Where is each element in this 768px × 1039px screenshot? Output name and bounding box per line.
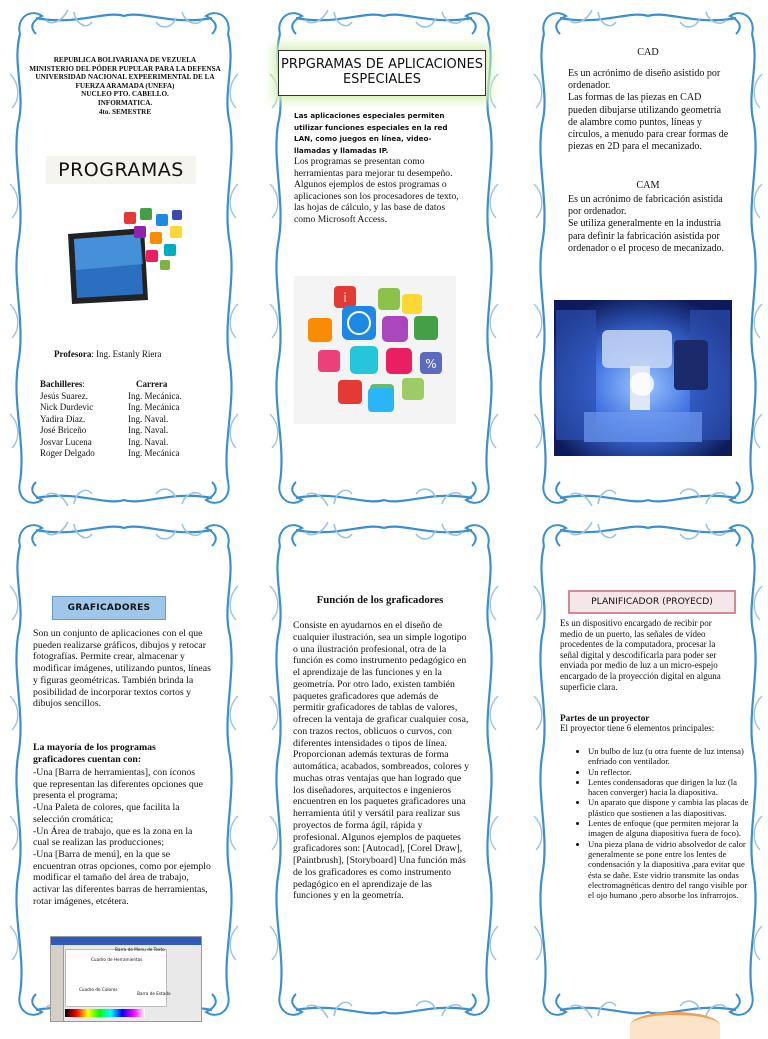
student-name: José Briceño bbox=[40, 425, 87, 435]
svg-text:%: % bbox=[425, 357, 437, 371]
carrera-label: Carrera bbox=[136, 379, 168, 389]
graficadores-features bbox=[33, 767, 211, 907]
tablet-apps-image bbox=[64, 204, 190, 308]
bachilleres-label: Bachilleres bbox=[40, 379, 83, 389]
header-line: MINISTERIO DEL PÓDER PUPULAR PARA LA DEFENSA bbox=[29, 64, 221, 73]
student-career: Ing. Naval. bbox=[128, 436, 169, 447]
panel-planificador bbox=[530, 516, 766, 1024]
student-career: Ing. Mecánica bbox=[128, 448, 180, 458]
student-row bbox=[40, 437, 210, 449]
planificador-intro: Es un dispositivo encargado de recibir por medio de un puerto, las señales de vídeo procedentes de la computadora, procesar la señal digital y descodificarla para poder ser enviada por medio de luz a un micro-espejo encargado de la proyección digital en alguna superficie clara. bbox=[560, 618, 721, 692]
aplicaciones-title: PRPGRAMAS DE APLICACIONES ESPECIALES bbox=[281, 57, 483, 87]
header-line: REPUBLICA BOLIVARIANA DE VEZUELA bbox=[53, 56, 197, 64]
svg-text:i: i bbox=[343, 291, 347, 305]
student-career: Ing. Naval. bbox=[128, 425, 169, 435]
paint-screenshot bbox=[50, 936, 202, 1022]
header-line: INFORMATICA. bbox=[97, 98, 153, 107]
parts-list bbox=[566, 746, 754, 900]
part-item: • Un reflector. bbox=[588, 767, 754, 777]
part-item: • Lentes condensadoras que dirigen la luz (la hacen converger) hacia la diapositiva. bbox=[588, 777, 754, 798]
students-table: Bachilleres: Carrera Jesús Suarez. Ing. Mecánica. Nick Durdevic Ing. Mecánica Yadira Diaz. Ing. Naval. José Briceño Ing. Naval. Josvar Lucena Ing. Naval. Roger Delgado Ing. Mecánica bbox=[40, 379, 210, 460]
cad-section bbox=[568, 68, 732, 153]
paint-label-colors: Cuadro de Colores bbox=[79, 987, 118, 992]
student-row bbox=[40, 391, 210, 403]
graficadores-intro: Son un conjunto de aplicaciones con el que pueden realizarse gráficos, dibujos y retocar fotografías. Permite crear, almacenar y modificar imágenes, utilizando puntos, líneas y figuras geométricas. También brinda la posibilidad de incorporar textos cortos y dibujos sencillos. bbox=[33, 628, 211, 710]
parts-intro: El proyector tiene 6 elementos principales: bbox=[560, 723, 715, 733]
header-line: UNIVERSIDAD NACIONAL EXPEERIMENTAL DE LA FUERZA ARAMADA (UNEFA) bbox=[35, 73, 215, 90]
panel-aplicaciones bbox=[266, 4, 502, 512]
student-career: Ing. Mecánica bbox=[128, 402, 180, 412]
student-career: Ing. Mecánica. bbox=[128, 390, 182, 401]
student-name: Jesús Suarez. bbox=[40, 390, 88, 401]
funcion-body: Consiste en ayudarnos en el diseño de cualquier ilustración, sea un simple logotipo o una ilustración profesional, otra de la función es como instrumento pedagógico en el aprendizaje de las funciones y en la geometría. Por otro lado, existen también paquetes graficadores que además de permitir graficadores de tablas de valores, ofrecen la ventaja de graficar cualquier cosa, con trazos rectos, oblicuos o curvos, con diferentes intensidades o tipos de línea. Proporcionan además texturas de forma automática, acabados, sombreados, colores y muchas otras ventajas que han logrado que los diseñadores, arquitectos e ingenieros encuentren en los paquetes graficadores una herramienta útil y versátil para realizar sus proyectos de forma ágil, rápida y profesional. Algunos ejemplos de paquetes graficadores son: [Autocad], [Corel Draw], [Paintbrush], [Storyboard] Una función más de los graficadores es como instrumento pedagógico en el aprendizaje de las funciones y en la geometría. bbox=[293, 620, 470, 902]
planificador-title: PLANIFICADOR (PROYECD) bbox=[568, 590, 736, 614]
cam-paragraph: Se utiliza generalmente en la industria para definir la fabricación asistida por ordenador o el proceso de mecanizado. bbox=[568, 218, 725, 254]
part-item: • Un bulbo de luz (u otra fuente de luz intensa) enfriado con ventilador. bbox=[588, 746, 754, 767]
part-item: • Un aparato que dispone y cambia las placas de plástico que sostienen a las diapositivas. bbox=[588, 797, 754, 818]
profesora-label: Profesora bbox=[54, 349, 92, 359]
student-career: Ing. Naval. bbox=[128, 413, 169, 424]
student-row bbox=[40, 414, 210, 426]
cover-title: PROGRAMAS bbox=[46, 156, 196, 184]
part-item: • Una pieza plana de vidrio absolvedor de calor generalmente se pone entre los lentes de condensación y la diapositiva ,para evitar que ésta se dañe. Este vidrio transmite las ondas electromagnéticas dentro del rango visible por el ojo humano ,pero absorbe los infrarrojos. bbox=[588, 839, 754, 901]
aplicaciones-body: Los programas se presentan como herramientas para mejorar tu desempeño. Algunos ejemplos de estos programas o aplicaciones son los procesadores de texto, las hojas de cálculo, y las base de datos como Microsoft Access. bbox=[294, 156, 459, 225]
student-name: Josvar Lucena bbox=[40, 436, 92, 447]
student-name: Roger Delgado bbox=[40, 448, 95, 458]
header-line: NUCLEO PTO. CABELLO. bbox=[81, 90, 169, 99]
panel-cover bbox=[6, 4, 242, 512]
cam-section bbox=[568, 194, 732, 255]
feature-item: -Una [Barra de herramientas], con íconos que representan las diferentes opciones que presenta el programa; bbox=[33, 767, 204, 802]
institution-header bbox=[28, 56, 222, 116]
parts-title: Partes de un proyector bbox=[560, 713, 650, 723]
header-line: 4to. SEMESTRE bbox=[98, 107, 152, 116]
cad-paragraph: Las formas de las piezas en CAD pueden dibujarse utilizando geometría de alambre como puntos, líneas y círculos, a menudo para crear formas de piezas en 2D para el mecanizado. bbox=[568, 92, 729, 153]
student-name: Yadira Diaz. bbox=[40, 413, 86, 424]
paint-label-status: Barra de Estado bbox=[137, 991, 171, 996]
panel-graficadores bbox=[6, 516, 242, 1024]
student-row bbox=[40, 448, 210, 460]
graficadores-title: GRAFICADORES bbox=[52, 596, 166, 620]
cam-title: CAM bbox=[636, 180, 660, 191]
panel-cad-cam bbox=[530, 4, 766, 512]
aplicaciones-title-box bbox=[278, 50, 486, 96]
cnc-machine-image bbox=[554, 300, 732, 456]
panel-funcion bbox=[266, 516, 502, 1024]
app-icons-image bbox=[294, 276, 456, 424]
student-row bbox=[40, 425, 210, 437]
aplicaciones-intro: Las aplicaciones especiales permiten utilizar funciones especiales en la red LAN, como juegos en línea, video-llamadas y llamadas IP. bbox=[294, 111, 448, 155]
cam-paragraph: Es un acrónimo de fabricación asistida por ordenador. bbox=[568, 194, 723, 218]
cad-title: CAD bbox=[637, 47, 659, 58]
student-row bbox=[40, 402, 210, 414]
feature-item: -Una Paleta de colores, que facilita la selección cromática; bbox=[33, 802, 180, 825]
paint-label-menu: Barra de Menu de Texto bbox=[115, 947, 165, 952]
feature-item: -Un Área de trabajo, que es la zona en la cual se realizan las producciones; bbox=[33, 825, 193, 849]
feature-item: -Una [Barra de menú], en la que se encuentran otras opciones, como por ejemplo modificar el tamaño del área de trabajo, activar las diferentes barras de herramientas, rotar imágenes, etcétera. bbox=[33, 848, 211, 907]
graficadores-subtitle: La mayoría de los programas graficadores cuentan con: bbox=[33, 742, 156, 765]
part-item: • Lentes de enfoque (que permiten mejorar la imagen de alguna diapositiva fuera de foco). bbox=[588, 818, 754, 839]
paint-label-tools: Cuadro de Herramientas bbox=[91, 957, 143, 962]
orange-arc-decoration bbox=[630, 1012, 720, 1039]
cad-paragraph: Es un acrónimo de diseño asistido por ordenador. bbox=[568, 68, 721, 92]
profesora-value: : Ing. Estanly Riera bbox=[91, 349, 162, 359]
profesora-line bbox=[54, 348, 234, 360]
funcion-title: Función de los graficadores bbox=[316, 594, 444, 606]
student-name: Nick Durdevic bbox=[40, 402, 94, 412]
